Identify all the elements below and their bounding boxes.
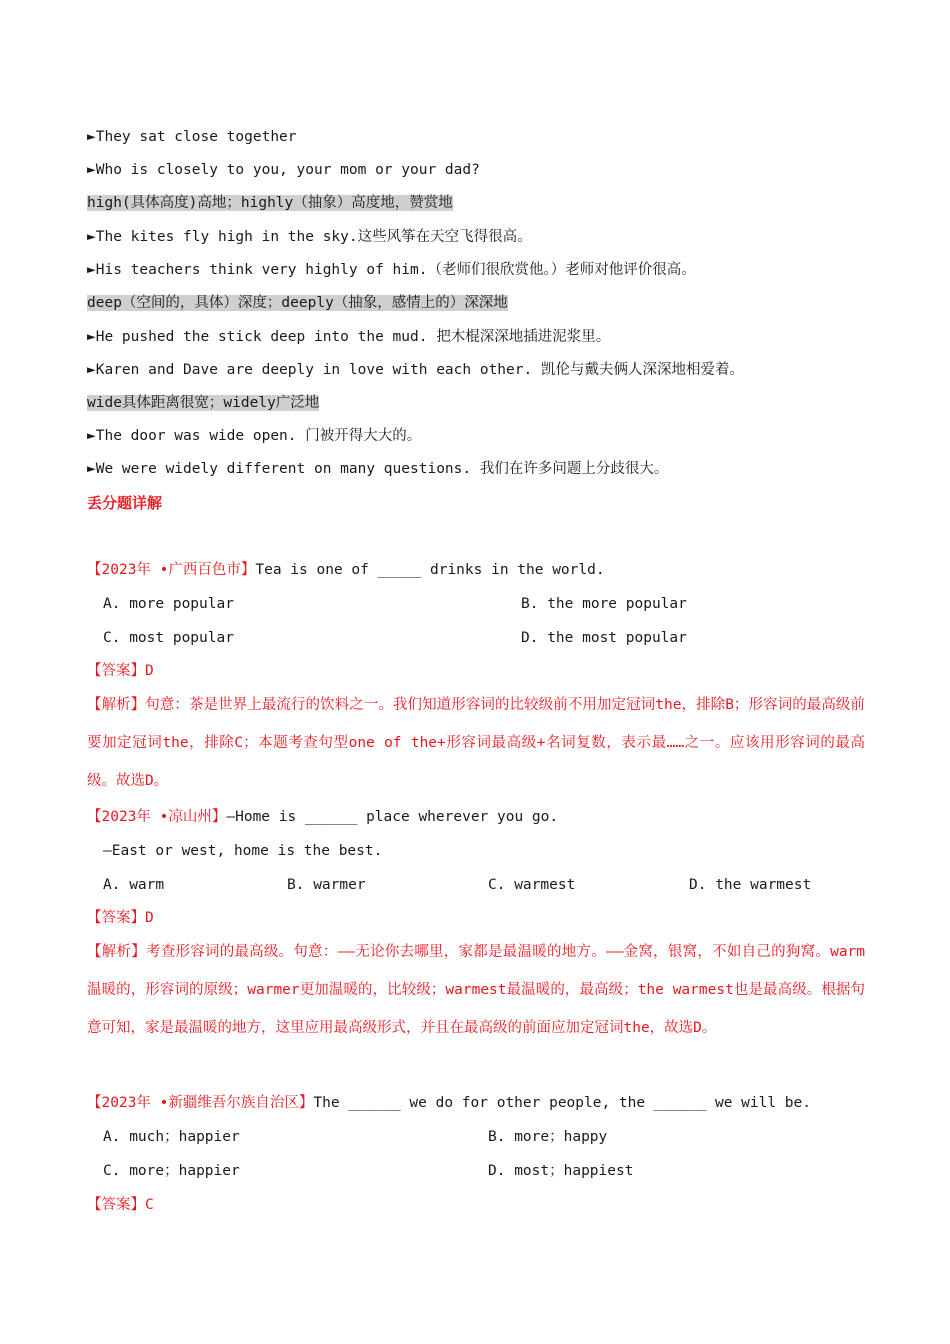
note-line: ►Karen and Dave are deeply in love with each other. 凯伦与戴夫俩人深深地相爱着。 xyxy=(87,362,744,378)
analysis-paragraph xyxy=(87,686,865,800)
question-3-stem xyxy=(87,1092,811,1114)
question-text: —Home is ______ place wherever you go. xyxy=(226,809,559,825)
note-heading xyxy=(87,292,508,314)
answer-line xyxy=(87,907,154,929)
note-line: ►Who is closely to you, your mom or your dad? xyxy=(87,162,480,178)
question-1-stem xyxy=(87,559,605,581)
question-2-response: —East or west, home is the best. xyxy=(103,843,383,859)
analysis-text: 考查形容词的最高级。句意：——无论你去哪里，家都是最温暖的地方。——金窝，银窝，不如自己的狗窝。warm 温暖的，形容词的原级；warmer更加温暖的，比较级；warmest最温暖的，最高级；the warmest也是最高级。根据句意可知，家是最温暖的地方，这里应用最高级形式，并且在最高级的前面应加定冠词the，故选D。 xyxy=(87,944,866,1036)
question-source: 【2023年 •凉山州】 xyxy=(87,809,227,825)
analysis-paragraph xyxy=(87,933,865,1047)
analysis-tag: 【解析】 xyxy=(87,944,146,960)
note-line: ►The door was wide open. 门被开得大大的。 xyxy=(87,428,422,444)
option-b: B. warmer xyxy=(287,877,366,893)
highlighted-heading: deep（空间的，具体）深度；deeply（抽象，感情上的）深深地 xyxy=(87,295,508,311)
option-a: A. warm xyxy=(103,877,165,893)
option-b: B. the more popular xyxy=(521,596,687,612)
question-2-stem xyxy=(87,806,558,828)
option-b: B. more；happy xyxy=(488,1129,608,1145)
answer-tag: 【答案】 xyxy=(87,1197,145,1213)
answer-value: D xyxy=(145,910,154,926)
note-line: ►They sat close together xyxy=(87,129,297,145)
option-c: C. most popular xyxy=(103,630,234,646)
note-line: ►We were widely different on many questions. 我们在许多问题上分歧很大。 xyxy=(87,461,669,477)
option-a: A. much；happier xyxy=(103,1129,240,1145)
question-source: 【2023年 •广西百色市】 xyxy=(87,562,256,578)
option-c: C. warmest xyxy=(488,877,576,893)
option-d: D. most；happiest xyxy=(488,1163,634,1179)
answer-value: D xyxy=(145,663,154,679)
analysis-text: 句意：茶是世界上最流行的饮料之一。我们知道形容词的比较级前不用加定冠词the，排除B；形容词的最高级前要加定冠词the，排除C；本题考查句型one of the+形容词最高级+名词复数，表示最……之一。应该用形容词的最高级。故选D。 xyxy=(87,697,865,789)
option-d: D. the warmest xyxy=(689,877,812,893)
answer-tag: 【答案】 xyxy=(87,910,145,926)
note-line: ►He pushed the stick deep into the mud. 把木棍深深地插进泥浆里。 xyxy=(87,329,611,345)
option-d: D. the most popular xyxy=(521,630,687,646)
note-line: ►His teachers think very highly of him.（老师们很欣赏他。）老师对他评价很高。 xyxy=(87,262,696,278)
highlighted-heading: wide具体距离很宽；widely广泛地 xyxy=(87,395,320,411)
option-c: C. more；happier xyxy=(103,1163,240,1179)
note-line: ►The kites fly high in the sky.这些风筝在天空飞得很高。 xyxy=(87,229,532,245)
answer-line xyxy=(87,1194,154,1216)
option-a: A. more popular xyxy=(103,596,234,612)
note-heading xyxy=(87,192,453,214)
analysis-tag: 【解析】 xyxy=(87,697,146,713)
question-text: Tea is one of _____ drinks in the world. xyxy=(255,562,605,578)
answer-value: C xyxy=(145,1197,154,1213)
question-text: The ______ we do for other people, the ______ we will be. xyxy=(313,1095,811,1111)
question-source: 【2023年 •新疆维吾尔族自治区】 xyxy=(87,1095,314,1111)
answer-line xyxy=(87,660,154,682)
note-heading xyxy=(87,392,319,414)
highlighted-heading: high(具体高度)高地；highly（抽象）高度地，赞赏地 xyxy=(87,195,453,211)
answer-tag: 【答案】 xyxy=(87,663,145,679)
section-title: 丢分题详解 xyxy=(87,494,163,512)
